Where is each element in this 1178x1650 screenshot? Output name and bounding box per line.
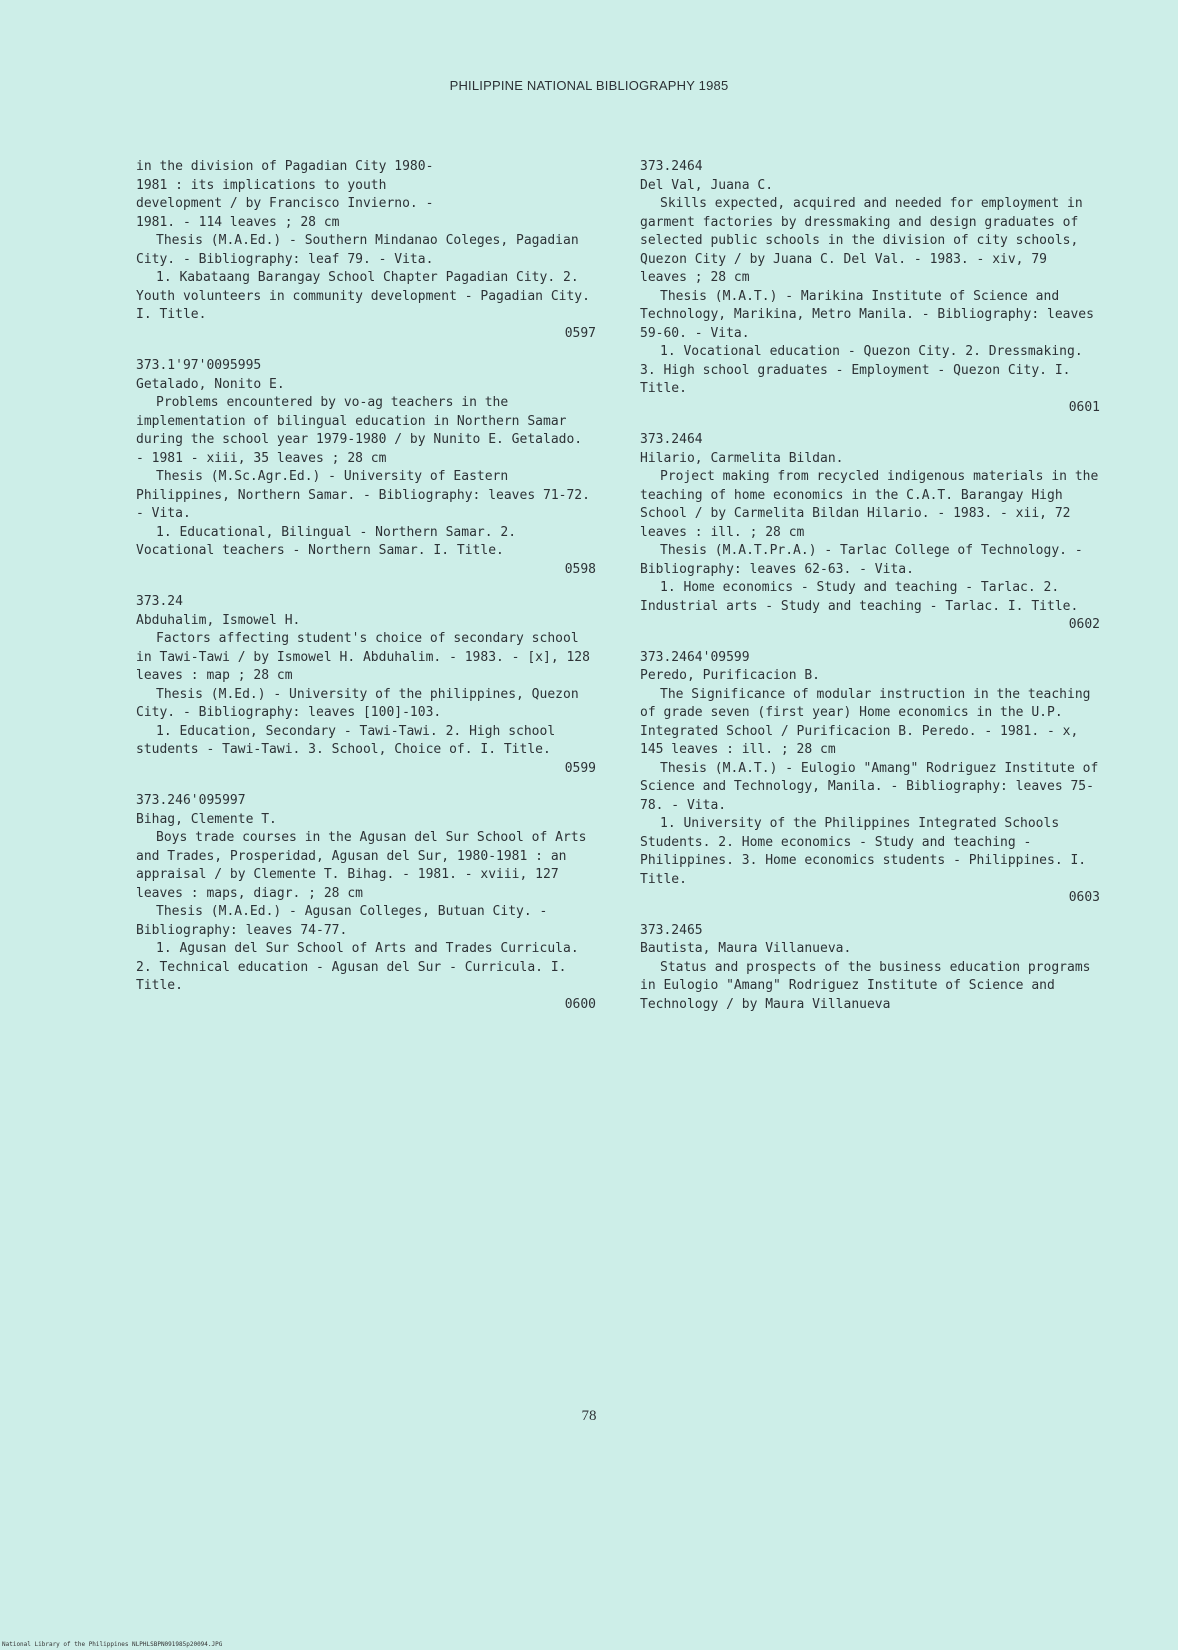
entry-paragraph: Problems encountered by vo-ag teachers in the implementation of bilingual education in Northern Samar during the school year 1979-1980 / by Nunito E. Getalado. - 1981 - xiii, 35 leaves ; 28 cm <box>136 395 583 466</box>
entry-heading-line: 373.2465 <box>640 922 703 938</box>
entry-line: Getalado, Nonito E. <box>136 376 285 392</box>
entry-paragraph: 1. Educational, Bilingual - Northern Samar. 2. Vocational teachers - Northern Samar. I. Title. <box>136 524 517 558</box>
entry-line: Abduhalim, Ismowel H. <box>136 612 301 628</box>
entry-paragraph: Status and prospects of the business education programs in Eulogio "Amang" Rodriguez Institute of Science and Technology / by Maura Villanueva <box>640 959 1091 1012</box>
bibliography-entry <box>136 357 596 579</box>
entry-heading-line: 373.24 <box>136 594 183 609</box>
entry-paragraph: The Significance of modular instruction in the teaching of grade seven (first year) Home economics in the U.P. Integrated School / Purificacion B. Peredo. - 1981. - x, 145 leaves : ill. ; 28 cm <box>640 686 1091 757</box>
entry-paragraph: 1. Kabataang Barangay School Chapter Pagadian City. 2. Youth volunteers in community development - Pagadian City. I. Title. <box>136 270 590 322</box>
entry-paragraph: 1. University of the Philippines Integrated Schools Students. 2. Home economics - Study and teaching - Philippines. 3. Home economics students - Philippines. I. Title. <box>640 816 1087 887</box>
entry-number: 0599 <box>564 760 596 776</box>
entry-line: Hilario, Carmelita Bildan. <box>640 450 844 466</box>
left-column <box>136 158 596 1028</box>
page-number: 78 <box>581 1408 597 1424</box>
entry-paragraph: 1. Vocational education - Quezon City. 2. Dressmaking. 3. High school graduates - Employment - Quezon City. I. Title. <box>640 344 1083 396</box>
entry-paragraph: 1. Education, Secondary - Tawi-Tawi. 2. High school students - Tawi-Tawi. 3. School, Choice of. I. Title. <box>136 723 556 757</box>
bibliography-entry <box>136 792 596 1014</box>
entry-paragraph: Factors affecting student's choice of secondary school in Tawi-Tawi / by Ismowel H. Abduhalim. - 1983. - [x], 128 leaves : map ; 28 cm <box>136 631 590 683</box>
scan-footer: National Library of the Philippines NLPHLSBPN091985p20094.JPG <box>2 1641 223 1648</box>
entry-heading-line: 373.2464 <box>640 432 703 447</box>
page-header: PHILIPPINE NATIONAL BIBLIOGRAPHY 1985 <box>449 78 729 93</box>
bibliography-entry <box>640 158 1100 417</box>
entry-number: 0597 <box>564 325 596 341</box>
entry-heading-line: 373.1'97'0095995 <box>136 358 262 373</box>
entry-line: Peredo, Purificacion B. <box>640 668 821 683</box>
entry-heading-line: in the division of Pagadian City 1980- <box>136 159 434 174</box>
entry-line: Del Val, Juana C. <box>640 177 774 193</box>
entry-line: Bihag, Clemente T. <box>136 811 277 827</box>
entry-paragraph: Thesis (M.Sc.Agr.Ed.) - University of Eastern Philippines, Northern Samar. - Bibliography: leaves 71-72. - Vita. <box>136 469 590 521</box>
entry-heading-line: 373.246'095997 <box>136 793 246 808</box>
entry-number: 0602 <box>1068 617 1100 632</box>
entry-line: 1981. - 114 leaves ; 28 cm <box>136 214 340 230</box>
entry-line: 1981 : its implications to youth <box>136 177 387 193</box>
entry-number: 0600 <box>564 996 596 1012</box>
entry-paragraph: 1. Home economics - Study and teaching - Tarlac. 2. Industrial arts - Study and teaching - Tarlac. I. Title. <box>640 580 1079 614</box>
entry-paragraph: Thesis (M.A.Ed.) - Agusan Colleges, Butuan City. - Bibliography: leaves 74-77. <box>136 904 548 938</box>
entry-line: development / by Francisco Invierno. - <box>136 196 434 211</box>
bibliography-entry <box>640 922 1100 1015</box>
entry-paragraph: Thesis (M.Ed.) - University of the philippines, Quezon City. - Bibliography: leaves [100]-103. <box>136 686 579 720</box>
entry-number: 0601 <box>1068 399 1100 415</box>
entry-paragraph: Thesis (M.A.T.) - Eulogio "Amang" Rodriguez Institute of Science and Technology, Manila. - Bibliography: leaves 75-78. - Vita. <box>640 760 1099 813</box>
entry-heading-line: 373.2464'09599 <box>640 649 750 665</box>
entry-heading-line: 373.2464 <box>640 159 703 174</box>
right-column <box>640 158 1100 1028</box>
entry-paragraph: Boys trade courses in the Agusan del Sur School of Arts and Trades, Prosperidad, Agusan del Sur, 1980-1981 : an appraisal / by Clemente T. Bihag. - 1981. - xviii, 127 leaves : maps, diagr. ; 28 cm <box>136 830 587 901</box>
entry-number: 0598 <box>564 561 596 577</box>
bibliography-entry <box>640 431 1100 635</box>
bibliography-entry <box>136 593 596 778</box>
entry-line: Bautista, Maura Villanueva. <box>640 941 852 956</box>
bibliography-entry <box>640 649 1100 908</box>
entry-paragraph: Thesis (M.A.T.) - Marikina Institute of Science and Technology, Marikina, Metro Manila. - Bibliography: leaves 59-60. - Vita. <box>640 288 1094 341</box>
entry-number: 0603 <box>1068 890 1100 905</box>
bibliography-entry <box>136 158 596 343</box>
entry-paragraph: Project making from recycled indigenous materials in the teaching of home economics in the C.A.T. Barangay High School / by Carmelita Bildan Hilario. - 1983. - xii, 72 leaves : ill. ; 28 cm <box>640 469 1099 540</box>
entry-paragraph: 1. Agusan del Sur School of Arts and Trades Curricula. 2. Technical education - Agusan del Sur - Curricula. I. Title. <box>136 941 579 993</box>
entry-paragraph: Thesis (M.A.T.Pr.A.) - Tarlac College of Technology. - Bibliography: leaves 62-63. - Vita. <box>640 543 1083 577</box>
entry-paragraph: Skills expected, acquired and needed for employment in garment factories by dressmaking and design graduates of selected public schools in the division of city schools, Quezon City / by Juana C. Del Val. - 1983. - xiv, 79 leaves ; 28 cm <box>640 196 1083 285</box>
entry-paragraph: Thesis (M.A.Ed.) - Southern Mindanao Coleges, Pagadian City. - Bibliography: leaf 79. - Vita. <box>136 233 579 267</box>
